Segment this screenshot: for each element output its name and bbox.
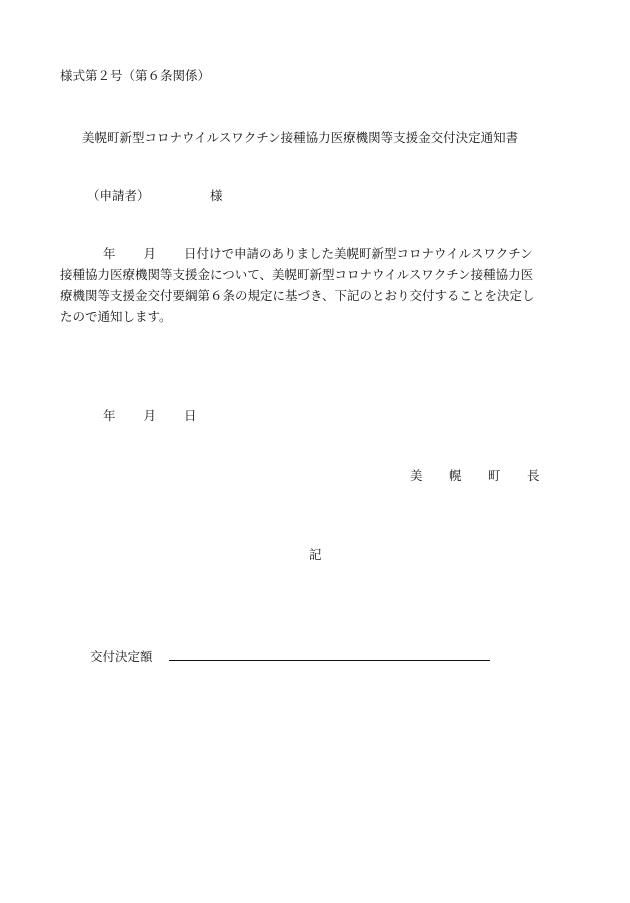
document-title: 美幌町新型コロナウイルスワクチン接種協力医療機関等支援金交付決定通知書 [82, 130, 519, 145]
date-year: 年 [103, 408, 116, 423]
body-line-1-rest: 日付けで申請のありました美幌町新型コロナウイルスワクチン [184, 246, 533, 261]
body-line-3: 療機関等支援金交付要綱第６条の規定に基づき、下記のとおり交付することを決定し [60, 288, 535, 303]
amount-blank-line [169, 660, 490, 661]
body-month: 月 [143, 246, 157, 261]
date-day: 日 [184, 408, 197, 423]
issuer-char-4: 長 [527, 468, 540, 483]
issuer-char-2: 幌 [449, 468, 462, 483]
addressee-honorific: 様 [210, 188, 223, 203]
body-year: 年 [103, 246, 116, 261]
body-line-1 [60, 243, 584, 264]
issuer-char-1: 美 [410, 468, 423, 483]
issuer-char-3: 町 [488, 468, 501, 483]
addressee-label: （申請者） [87, 188, 150, 203]
body-line-2: 接種協力医療機関等支援金について、美幌町新型コロナウイルスワクチン接種協力医 [60, 267, 534, 282]
notice-body [60, 243, 584, 327]
addressee [87, 186, 223, 204]
amount-label: 交付決定額 [90, 649, 153, 664]
issue-date [103, 406, 197, 424]
body-line-4: たので通知します。 [60, 309, 172, 324]
form-number: 様式第２号（第６条関係） [60, 68, 211, 83]
ki-heading: 記 [309, 547, 322, 562]
date-month: 月 [143, 408, 157, 423]
issuer-mayor [410, 466, 566, 484]
